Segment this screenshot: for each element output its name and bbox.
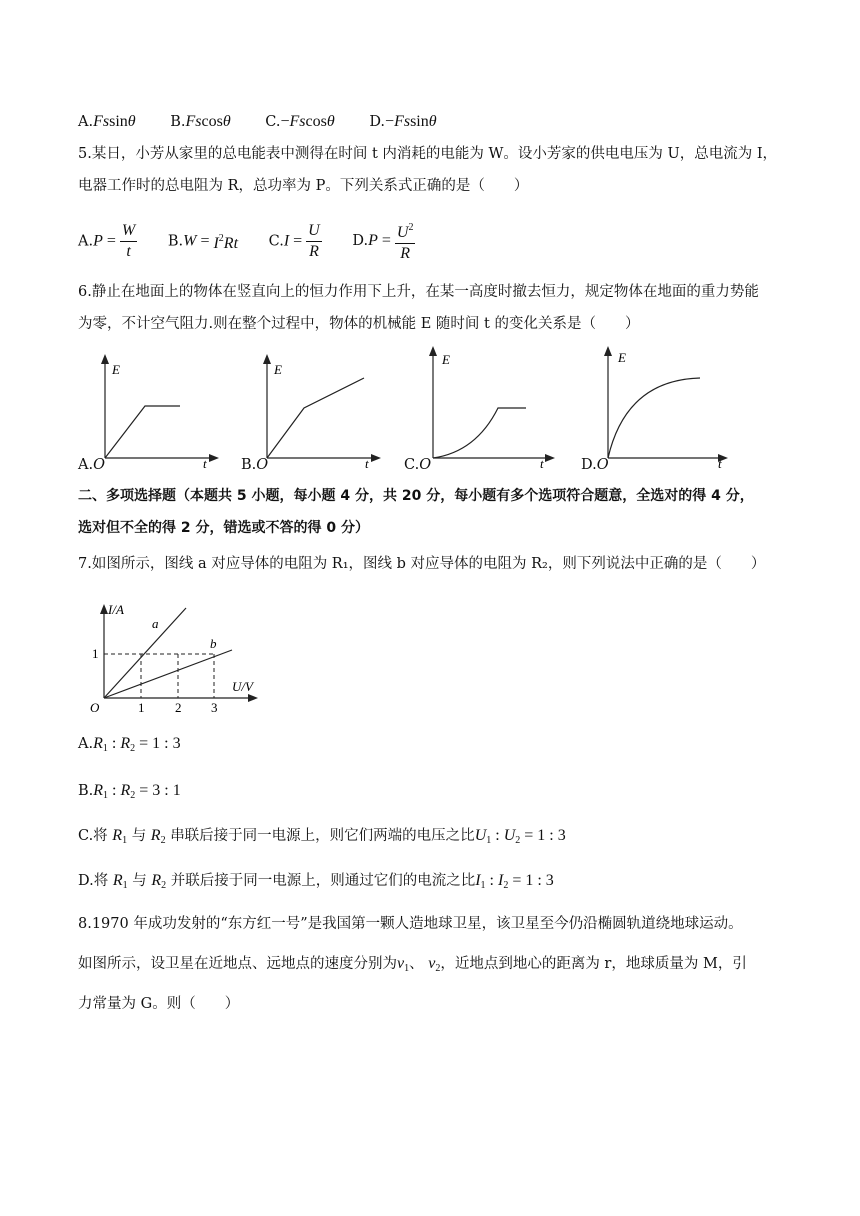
q7-x-tick-3: 3 — [211, 700, 218, 714]
q7-line-b-label: b — [210, 636, 217, 651]
q4-option-c: C.−Fscosθ — [265, 113, 335, 130]
q7-x-axis-label: U/V — [232, 679, 253, 694]
q5-options — [78, 218, 445, 264]
q8-line1: 8.1970 年成功发射的“东方红一号”是我国第一颗人造地球卫星，该卫星至今仍沿椭圆轨道绕地球运动。 — [78, 916, 743, 932]
q5-stem-line1: 5.某日，小芳从家里的总电能表中测得在时间 t 内消耗的电能为 W。设小芳家的供电电压为 U，总电流为 I， — [78, 146, 778, 162]
q4-options — [78, 112, 467, 132]
q7-x-tick-1: 1 — [138, 700, 145, 714]
q4-option-a: A.Fssinθ — [78, 113, 136, 130]
q7-option-a: $A.R_1$ : $R_2 = 1$ : 3 — [78, 735, 181, 754]
q5-option-a: A.P = $\frac{W}{t}$ — [78, 221, 136, 260]
q7-iu-graph — [86, 598, 266, 714]
graph-b-t-label: t — [365, 456, 369, 471]
q6-graph-d-letter: D.O — [581, 457, 609, 473]
graph-d-e-label: E — [618, 350, 626, 365]
q7-option-c: C.将 $R_1$ 与 $R_2$ 串联后接于同一电源上，则它们两端的电压之比$U_1$ : $U_2 = 1$ : 3 — [78, 827, 566, 846]
q6-stem-line1: 6.静止在地面上的物体在竖直向上的恒力作用下上升，在某一高度时撤去恒力，规定物体在地面的重力势能 — [78, 284, 759, 300]
q7-y-tick-1: 1 — [92, 646, 99, 661]
q7-option-d: D.将 $R_1$ 与 $R_2$ 并联后接于同一电源上，则通过它们的电流之比$I_1$ : $I_2 = 1$ : 3 — [78, 872, 554, 891]
q5-stem-line2: 电器工作时的总电阻为 R，总功率为 P。下列关系式正确的是（ ） — [78, 178, 529, 194]
q6-graph-a — [90, 350, 220, 472]
graph-c-e-label: E — [442, 352, 450, 367]
graph-a-t-label: t — [203, 456, 207, 471]
q7-y-axis-label: I/A — [108, 602, 124, 617]
q5-option-d: D.P = $\frac{U^2}{R}$ — [352, 218, 415, 264]
graph-a-e-label: E — [112, 362, 120, 377]
q7-option-b: $B.R_1$ : $R_2 = 3$ : 1 — [78, 782, 181, 801]
q6-graph-a-letter: A.O — [78, 457, 105, 473]
q5-option-b: $B.W = I^2Rt$ — [167, 232, 239, 252]
graph-d-t-label: t — [718, 456, 722, 471]
q6-graph-c-letter: C.O — [404, 457, 432, 473]
q8-line3: 力常量为 G。则（ ） — [78, 996, 240, 1012]
q6-graph-b — [252, 350, 382, 472]
q5-option-c: C.I = $\frac{U}{R}$ — [268, 221, 320, 260]
q6-stem-line2: 为零，不计空气阻力.则在整个过程中，物体的机械能 E 随时间 t 的变化关系是（ ） — [78, 316, 640, 332]
q6-graph-b-letter: B.O — [241, 457, 269, 473]
q6-graph-c — [418, 340, 558, 472]
section2-heading-line1: 二、多项选择题（本题共 5 小题，每小题 4 分，共 20 分，每小题有多个选项符合题意，全选对的得 4 分， — [78, 488, 754, 504]
section2-heading-line2: 选对但不全的得 2 分，错选或不答的得 0 分） — [78, 520, 369, 536]
q7-stem: 7.如图所示，图线 a 对应导体的电阻为 R₁，图线 b 对应导体的电阻为 R₂，则下列说法中正确的是（ ） — [78, 556, 766, 572]
q7-origin-label: O — [90, 700, 100, 714]
q8-line2: 如图所示，设卫星在近地点、远地点的速度分别为$v_1$、 $v_2$，近地点到地心的距离为 r，地球质量为 M，引 — [78, 955, 747, 974]
q7-line-a-label: a — [152, 616, 159, 631]
q7-x-tick-2: 2 — [175, 700, 182, 714]
graph-c-t-label: t — [540, 456, 544, 471]
q4-option-d: D.−Fssinθ — [369, 113, 437, 130]
graph-b-e-label: E — [274, 362, 282, 377]
q4-option-b: B.Fscosθ — [170, 113, 231, 130]
q6-graph-d — [596, 340, 732, 472]
